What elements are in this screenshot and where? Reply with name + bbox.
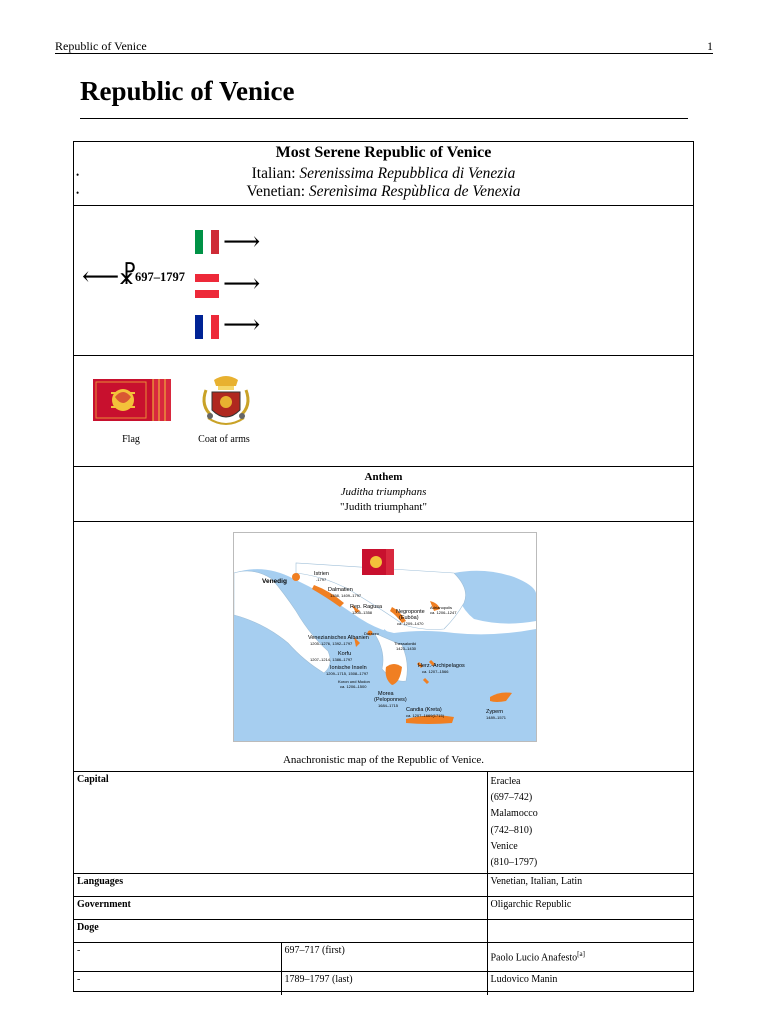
table-row: [74, 972, 693, 995]
map-label-dalmatien-years: 1358, 1409–1797: [330, 593, 362, 598]
map-caption: Anachronistic map of the Republic of Venice.: [282, 754, 485, 766]
map-label-koron-years: ca. 1206–1500: [340, 684, 367, 689]
doge-empty-cell: [487, 920, 693, 943]
doge-name-cell: [487, 943, 693, 972]
italy-flag-icon[interactable]: [195, 230, 219, 254]
doge-bullet: -: [74, 972, 281, 995]
map-label-thessaloniki-years: 1423–1430: [396, 646, 417, 651]
government-label: Government: [74, 897, 487, 920]
capital-value: (697–742): [490, 792, 533, 804]
doge-years: 1789–1797 (last): [281, 972, 487, 995]
map-label-albanien: Venezianisches Albanien: [308, 635, 369, 641]
venice-map[interactable]: [233, 532, 537, 742]
table-row: [74, 874, 693, 897]
map-label-istrien: Istrien: [314, 571, 329, 577]
table-row: [74, 920, 693, 943]
venice-flag-image[interactable]: [93, 379, 171, 421]
page-title: Republic of Venice: [80, 76, 295, 106]
bullet-icon: •: [76, 188, 80, 198]
map-label-morea-years: 1684–1715: [378, 703, 399, 708]
map-label-candia: Candia (Kreta): [406, 707, 442, 713]
predecessor-arrow-icon[interactable]: ⟵: [82, 262, 120, 291]
map-label-archipelagos-years: ca. 1207–1566: [422, 669, 449, 674]
successor-arrow-icon[interactable]: ⟶: [223, 310, 261, 339]
flag-caption: Flag: [122, 434, 140, 445]
map-label-archipelagos: Herz.-Archipelagos: [418, 663, 465, 669]
map-label-durazzo: Durazzo: [364, 631, 379, 636]
bullet-icon: •: [76, 170, 80, 180]
doge-bullet: -: [74, 943, 281, 972]
map-label-korfu-years: 1207–1214, 1386–1797: [310, 657, 353, 662]
succession-box: [74, 206, 693, 356]
map-label-zypern: Zypern: [486, 709, 504, 715]
anthem-box: [74, 467, 693, 522]
doge-years: 697–717 (first): [281, 943, 487, 972]
capital-value: (742–810): [490, 824, 533, 836]
capital-value: (810–1797): [490, 857, 538, 869]
chi-rho-icon[interactable]: ☧: [118, 264, 137, 290]
table-row: [74, 897, 693, 920]
footnote-ref[interactable]: [a]: [577, 950, 585, 959]
capital-label: Capital: [74, 772, 487, 874]
anthem-translation: "Judith triumphant": [340, 501, 427, 513]
map-label-ragusa-years: 1205–1358: [352, 610, 373, 615]
map-label-zypern-years: 1489–1571: [486, 715, 507, 720]
infobox-header: [74, 142, 693, 206]
page-number: 1: [707, 39, 713, 53]
map-label-dalmatien: Dalmatien: [328, 587, 353, 593]
doge-name-cell: [487, 972, 693, 995]
map-label-morea: Morea: [378, 691, 394, 697]
france-flag-icon[interactable]: [195, 315, 219, 339]
coat-of-arms-image[interactable]: [198, 372, 254, 430]
map-label-ragusa: Rep. Ragusa: [350, 604, 383, 610]
infobox-title: Most Serene Republic of Venice: [275, 144, 492, 161]
austria-flag-icon[interactable]: [195, 274, 219, 298]
map-label-venedig: Venedig: [262, 578, 287, 585]
symbols-box: [74, 356, 693, 467]
map-label-albanien-years: 1205–1276, 1392–1797: [310, 641, 353, 646]
map-image: [234, 533, 536, 741]
doge-label[interactable]: Doge: [74, 920, 487, 943]
map-label-korfu: Korfu: [338, 651, 352, 657]
running-header-title: Republic of Venice: [55, 39, 147, 53]
map-label-peloponnes: (Peloponnes): [374, 697, 407, 703]
capital-value[interactable]: Venice: [490, 840, 518, 852]
capital-value[interactable]: Eraclea: [490, 776, 521, 787]
successor-arrow-icon[interactable]: ⟶: [223, 269, 261, 298]
map-box: [74, 522, 693, 772]
anthem-label: Anthem: [364, 471, 403, 483]
government-value[interactable]: Oligarchic Republic: [487, 897, 693, 920]
title-divider: [80, 118, 688, 119]
table-row: [74, 943, 693, 972]
languages-label: Languages: [74, 874, 487, 897]
languages-value[interactable]: Venetian, Italian, Latin: [487, 874, 693, 897]
infobox: [73, 141, 694, 992]
map-label-ionische: Ionische Inseln: [330, 665, 367, 671]
map-label-adrianopolis: Adrianopolis: [430, 605, 453, 610]
map-label-koron: Koron und Modon: [338, 679, 370, 684]
coat-of-arms-caption: Coat of arms: [198, 434, 250, 445]
state-years: 697–1797: [135, 270, 185, 284]
map-label-ionische-years: 1209–1715, 1508–1797: [326, 671, 369, 676]
capital-value[interactable]: Malamocco: [490, 808, 538, 820]
native-name-venetian: Venetian: Serenìsima Respùblica de Venexia: [246, 183, 521, 200]
map-label-negroponte-years: ca. 1209–1470: [397, 621, 424, 626]
map-label-negroponte: Negroponte: [396, 609, 425, 615]
running-header: [55, 39, 713, 54]
anthem-title[interactable]: Juditha triumphans: [340, 486, 427, 498]
table-row: [74, 772, 693, 874]
map-label-adrianopolis-years: ca. 1206–1247: [430, 610, 457, 615]
map-label-candia-years: ca. 1207–1669(1715): [406, 713, 445, 718]
doge-name[interactable]: Paolo Lucio Anafesto: [490, 952, 578, 964]
doge-name[interactable]: Ludovico Manin: [490, 974, 558, 986]
successor-arrow-icon[interactable]: ⟶: [223, 227, 261, 256]
native-name-italian: Italian: Serenissima Repubblica di Venezia: [251, 165, 516, 182]
capital-values: [487, 772, 693, 874]
map-label-thessaloniki: Thessaloniki: [394, 641, 417, 646]
facts-table: [74, 771, 693, 995]
map-label-istrien-years: -1797: [316, 577, 327, 582]
map-label-euboa: (Euböa): [399, 615, 419, 621]
